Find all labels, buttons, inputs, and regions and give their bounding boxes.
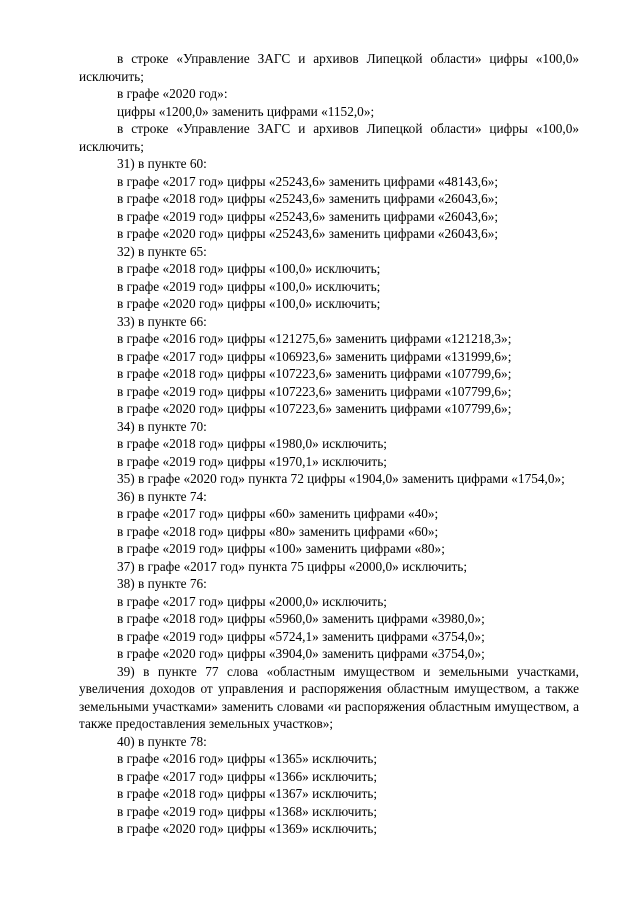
paragraph: в графе «2016 год» цифры «121275,6» заменить цифрами «121218,3»;	[117, 331, 512, 346]
document-body	[79, 50, 579, 838]
paragraph: в графе «2016 год» цифры «1365» исключить;	[117, 751, 378, 766]
paragraph: в графе «2019 год» цифры «107223,6» заменить цифрами «107799,6»;	[117, 383, 512, 399]
paragraph: в строке «Управление ЗАГС и архивов Липецкой области» цифры «100,0» исключить;	[79, 121, 579, 154]
paragraph: 32) в пункте 65:	[117, 243, 207, 259]
paragraph: в графе «2017 год» цифры «60» заменить цифрами «40»;	[117, 506, 439, 521]
paragraph: 37) в графе «2017 год» пункта 75 цифры «2000,0» исключить;	[117, 558, 468, 574]
paragraph: в графе «2018 год» цифры «5960,0» заменить цифрами «3980,0»;	[117, 611, 485, 626]
paragraph: в графе «2020 год» цифры «1369» исключить;	[117, 821, 378, 836]
paragraph: 33) в пункте 66:	[117, 313, 207, 329]
paragraph: в графе «2019 год» цифры «100» заменить цифрами «80»;	[117, 541, 445, 556]
paragraph: в графе «2019 год» цифры «1368» исключить;	[117, 803, 378, 819]
paragraph: в графе «2017 год» цифры «106923,6» заменить цифрами «131999,6»;	[117, 348, 512, 364]
paragraph: в графе «2019 год» цифры «5724,1» заменить цифрами «3754,0»;	[117, 628, 485, 644]
paragraph: в графе «2019 год» цифры «1970,1» исключить;	[117, 453, 387, 469]
paragraph: 39) в пункте 77 слова «областным имуществом и земельными участками, увеличения доходов от управления и распоряжения областным имуществом, а также земельными участками» заменить словами «и распоряжения областным имуществом, а также предоставления земельных участков»;	[79, 663, 579, 731]
paragraph: 35) в графе «2020 год» пункта 72 цифры «1904,0» заменить цифрами «1754,0»;	[117, 471, 565, 486]
paragraph: цифры «1200,0» заменить цифрами «1152,0»;	[117, 103, 375, 119]
paragraph: в графе «2018 год» цифры «107223,6» заменить цифрами «107799,6»;	[117, 366, 512, 381]
paragraph: в графе «2017 год» цифры «2000,0» исключить;	[117, 593, 387, 609]
paragraph: в графе «2018 год» цифры «100,0» исключить;	[117, 261, 381, 276]
paragraph: в графе «2020 год» цифры «25243,6» заменить цифрами «26043,6»;	[117, 226, 499, 241]
paragraph: в графе «2020 год» цифры «107223,6» заменить цифрами «107799,6»;	[117, 401, 512, 416]
paragraph: в графе «2018 год» цифры «1980,0» исключить;	[117, 436, 387, 451]
paragraph: 36) в пункте 74:	[117, 488, 207, 504]
paragraph: в графе «2018 год» цифры «80» заменить цифрами «60»;	[117, 523, 439, 539]
paragraph: 38) в пункте 76:	[117, 576, 207, 591]
paragraph: в графе «2018 год» цифры «25243,6» заменить цифрами «26043,6»;	[117, 191, 499, 206]
paragraph: в графе «2018 год» цифры «1367» исключить;	[117, 786, 378, 801]
paragraph: в графе «2020 год»:	[117, 86, 228, 101]
paragraph: 34) в пункте 70:	[117, 418, 207, 434]
paragraph: в строке «Управление ЗАГС и архивов Липецкой области» цифры «100,0» исключить;	[79, 51, 579, 84]
paragraph: в графе «2020 год» цифры «3904,0» заменить цифрами «3754,0»;	[117, 646, 485, 661]
paragraph: 31) в пункте 60:	[117, 156, 207, 171]
paragraph: 40) в пункте 78:	[117, 733, 207, 749]
paragraph: в графе «2017 год» цифры «25243,6» заменить цифрами «48143,6»;	[117, 173, 499, 189]
paragraph: в графе «2020 год» цифры «100,0» исключить;	[117, 296, 381, 311]
paragraph: в графе «2019 год» цифры «100,0» исключить;	[117, 278, 381, 294]
paragraph: в графе «2019 год» цифры «25243,6» заменить цифрами «26043,6»;	[117, 208, 499, 224]
paragraph: в графе «2017 год» цифры «1366» исключить;	[117, 768, 378, 784]
